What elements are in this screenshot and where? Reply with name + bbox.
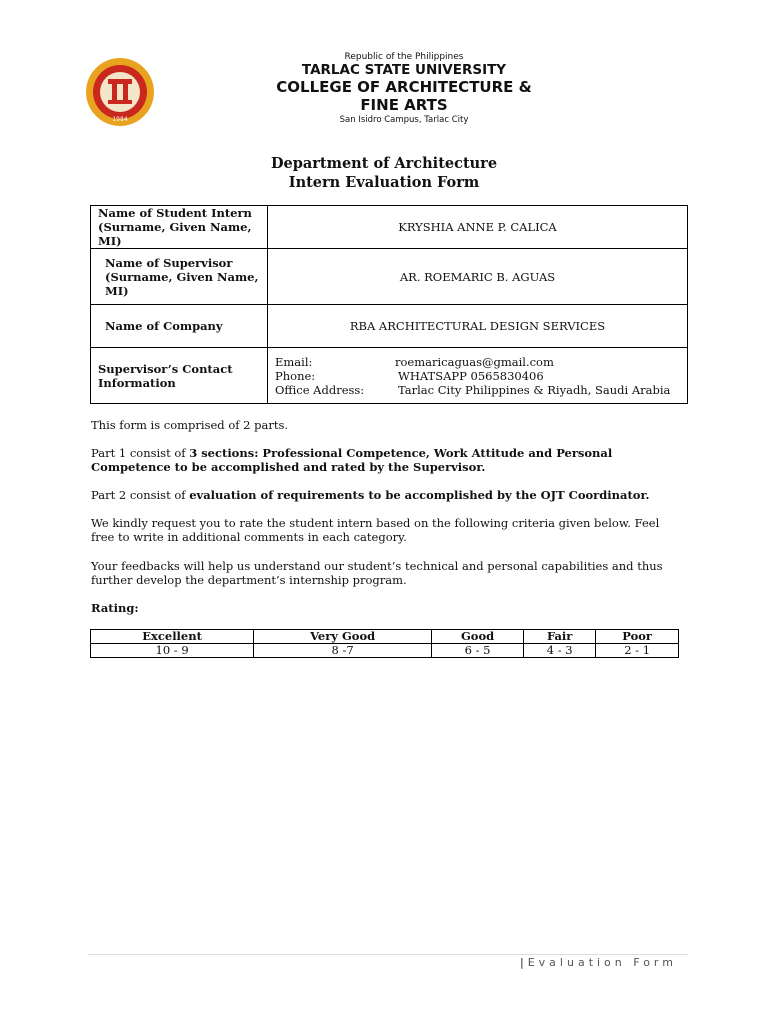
- rating-header-very-good: Very Good: [254, 630, 432, 644]
- rating-range-very-good: 8 -7: [254, 644, 432, 658]
- table-row: [91, 249, 688, 305]
- rating-range-fair: 4 - 3: [524, 644, 596, 658]
- college-name-line2: FINE ARTS: [360, 96, 448, 114]
- department-title: Department of Architecture: [270, 155, 498, 172]
- table-row: [91, 206, 688, 249]
- republic-text: Republic of the Philippines: [344, 52, 464, 62]
- intern-info-table: [90, 205, 688, 404]
- table-row: [91, 305, 688, 348]
- college-name-line1: COLLEGE OF ARCHITECTURE &: [276, 78, 532, 96]
- company-label: Name of Company: [91, 305, 268, 348]
- phone-value: WHATSAPP 0565830406: [398, 368, 544, 383]
- request-paragraph: We kindly request you to rate the student intern based on the following criteria given below. Feel free to write in additional comments in each category.: [91, 516, 660, 544]
- supervisor-label: Name of Supervisor (Surname, Given Name, MI): [91, 249, 268, 305]
- footer-label: | Evaluation Form: [520, 956, 677, 969]
- table-row: [91, 348, 688, 404]
- student-label: Name of Student Intern (Surname, Given Name, MI): [91, 206, 268, 249]
- table-row: [91, 644, 679, 658]
- part1-paragraph: Part 1 consist of 3 sections: Professional Competence, Work Attitude and Personal Competence to be accomplished and rated by the Supervisor.: [91, 446, 613, 474]
- university-name: TARLAC STATE UNIVERSITY: [301, 62, 507, 78]
- email-value: roemaricaguas@gmail.com: [395, 354, 554, 369]
- feedback-paragraph: Your feedbacks will help us understand our student’s technical and personal capabilities and thus further develop the department’s internship program.: [91, 559, 663, 587]
- svg-text:1984: 1984: [112, 116, 128, 123]
- company-value: RBA ARCHITECTURAL DESIGN SERVICES: [268, 305, 688, 348]
- rating-header-excellent: Excellent: [91, 630, 254, 644]
- contact-value: [268, 348, 688, 404]
- contact-label: Supervisor’s Contact Information: [91, 348, 268, 404]
- part2-paragraph: Part 2 consist of evaluation of requirements to be accomplished by the OJT Coordinator.: [91, 488, 650, 502]
- table-row: [91, 630, 679, 644]
- email-label: Email:: [275, 354, 313, 369]
- rating-table: [90, 629, 679, 658]
- form-title: Intern Evaluation Form: [288, 174, 480, 191]
- address-value: Tarlac City Philippines & Riyadh, Saudi Arabia: [398, 382, 671, 397]
- rating-header-poor: Poor: [596, 630, 679, 644]
- intro-paragraph: This form is comprised of 2 parts.: [91, 418, 289, 432]
- rating-range-poor: 2 - 1: [596, 644, 679, 658]
- campus-text: San Isidro Campus, Tarlac City: [339, 115, 469, 125]
- rating-range-excellent: 10 - 9: [91, 644, 254, 658]
- student-value: KRYSHIA ANNE P. CALICA: [268, 206, 688, 249]
- rating-label: Rating:: [91, 601, 139, 615]
- rating-header-good: Good: [432, 630, 524, 644]
- rating-header-fair: Fair: [524, 630, 596, 644]
- address-label: Office Address:: [275, 382, 365, 397]
- supervisor-value: AR. ROEMARIC B. AGUAS: [268, 249, 688, 305]
- footer-divider: [88, 954, 688, 955]
- rating-range-good: 6 - 5: [432, 644, 524, 658]
- phone-label: Phone:: [275, 368, 316, 383]
